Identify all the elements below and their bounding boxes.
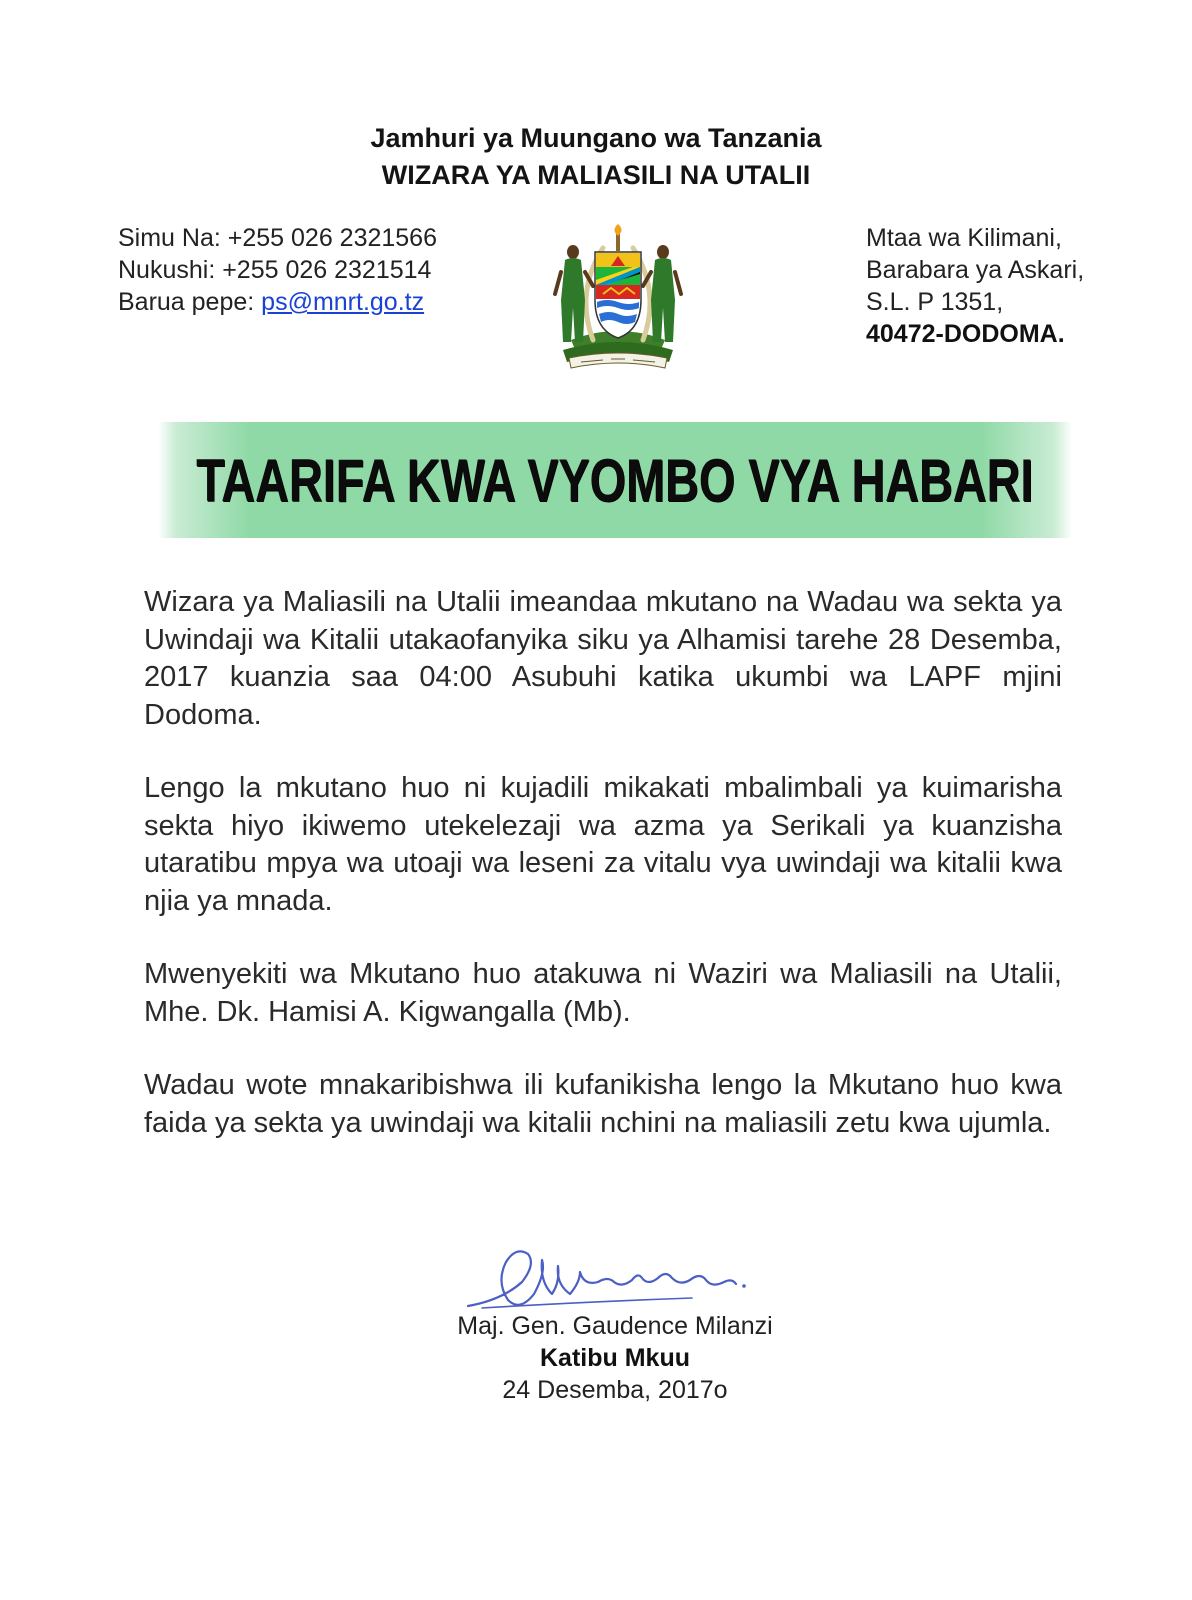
- signatory-name: Maj. Gen. Gaudence Milanzi: [457, 1312, 773, 1340]
- postal-address: [866, 222, 1084, 350]
- paragraph-meeting-purpose: Lengo la mkutano huo ni kujadili mikakati mbalimbali ya kuimarisha sekta hiyo ikiwemo utekelezaji wa azma ya Serikali ya kuanzisha utaratibu mpya wa utoaji wa leseni za vitalu vya uwindaji wa kitalii kwa njia ya mnada.: [144, 772, 1062, 917]
- coat-of-arms-icon: [553, 222, 683, 372]
- ministry-name: WIZARA YA MALIASILI NA UTALII: [381, 160, 811, 190]
- country-name: Jamhuri ya Muungano wa Tanzania: [370, 123, 822, 153]
- letterhead: [0, 120, 1192, 194]
- address-city: 40472-DODOMA.: [866, 320, 1065, 348]
- press-release-banner: [158, 422, 1072, 538]
- paragraph-invitation: Wadau wote mnakaribishwa ili kufanikisha lengo la Mkutano huo kwa faida ya sekta ya uwindaji wa kitalii nchini na maliasili zetu kwa ujumla.: [144, 1069, 1062, 1139]
- email-line: [118, 286, 437, 318]
- signatory-block: [0, 1310, 1192, 1406]
- signatory-title: Katibu Mkuu: [540, 1344, 690, 1372]
- letter-date: 24 Desemba, 2017o: [502, 1376, 728, 1404]
- address-po-box: S.L. P 1351,: [866, 288, 1004, 316]
- phone-number: Simu Na: +255 026 2321566: [118, 224, 437, 252]
- letter-body: [144, 584, 1062, 1178]
- contact-details: [118, 222, 437, 318]
- address-street: Mtaa wa Kilimani,: [866, 224, 1062, 252]
- paragraph-meeting-announcement: Wizara ya Maliasili na Utalii imeandaa mkutano na Wadau wa sekta ya Uwindaji wa Kitalii utakaofanyika siku ya Alhamisi tarehe 28 Desemba, 2017 kuanzia saa 04:00 Asubuhi katika ukumbi wa LAPF mjini Dodoma.: [144, 586, 1062, 731]
- fax-number: Nukushi: +255 026 2321514: [118, 256, 432, 284]
- email-label: Barua pepe:: [118, 288, 262, 316]
- paragraph-meeting-chair: Mwenyekiti wa Mkutano huo atakuwa ni Waziri wa Maliasili na Utalii, Mhe. Dk. Hamisi A. Kigwangalla (Mb).: [144, 958, 1062, 1028]
- email-link[interactable]: ps@mnrt.go.tz: [261, 288, 425, 316]
- banner-title: TAARIFA KWA VYOMBO VYA HABARI: [196, 446, 1034, 514]
- address-road: Barabara ya Askari,: [866, 256, 1085, 284]
